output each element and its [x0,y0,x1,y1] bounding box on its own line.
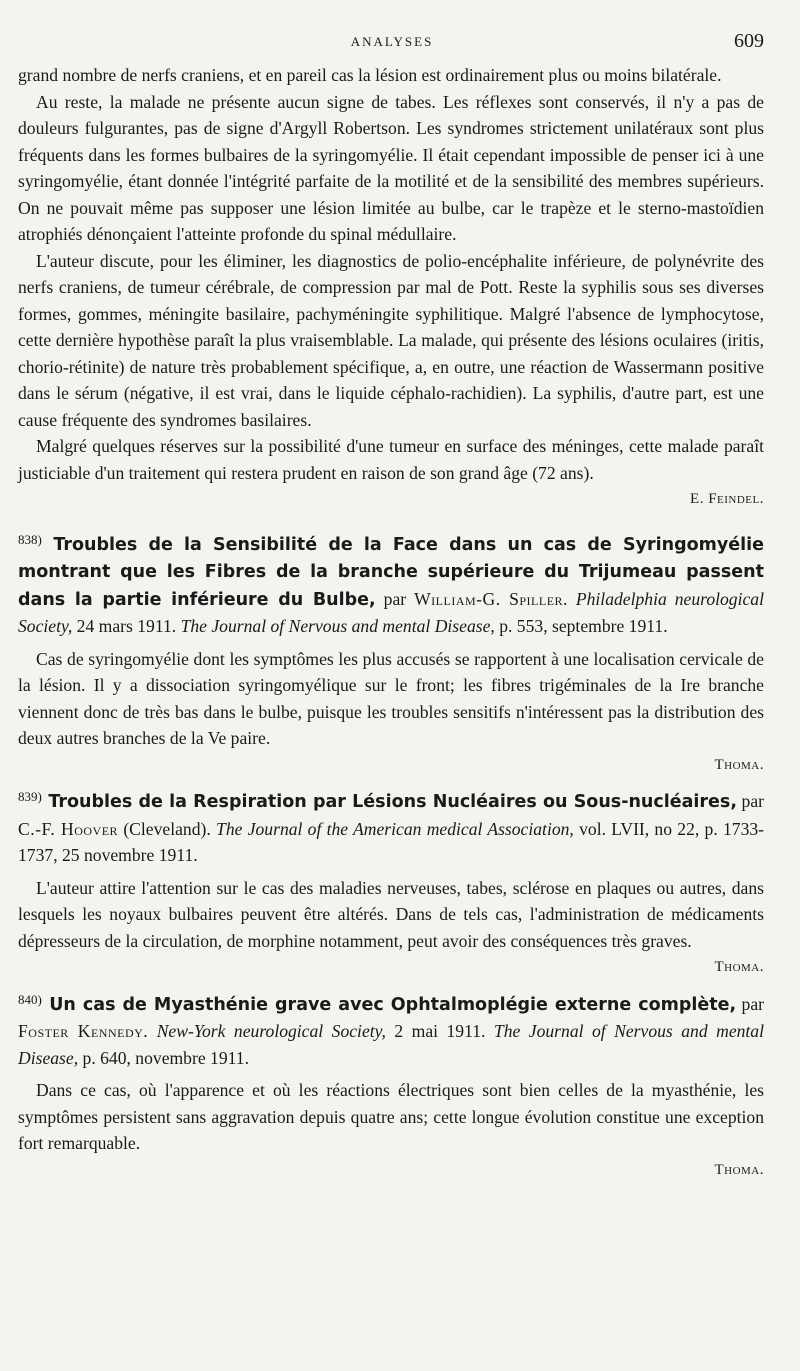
signature: Thoma. [714,959,764,975]
entry-author: William-G. Spiller. [414,588,568,609]
entry-title: Troubles de la Sensibilité de la Face dans un cas de Syringomyélie montrant que les Fibres de la branche supérieure du Trijumeau passent dans la partie inférieure du Bulbe, [18,534,764,610]
entry-by: par [741,993,764,1014]
entry-text: L'auteur attire l'attention sur le cas des maladies nerveuses, tabes, sclérose en plaques ou autres, dans lesquels les noyaux bulbaires peuvent être altérés. Dans de tels cas, l'administration de médicaments dépresseurs de la circulation, de morphine notamment, peut avoir des conséquences très graves. [18,877,764,951]
entry-title: Un cas de Myasthénie grave avec Ophtalmoplégie externe complète, [49,994,737,1015]
entry-author: Foster Kennedy. [18,1021,149,1041]
entry-heading [18,527,764,640]
abstract-entry [18,527,764,779]
entry-journal: The Journal of the American medical Association, [216,818,574,839]
page-body [18,62,764,1183]
signature: Thoma. [714,1161,764,1178]
entry-source: New-York neurological Society, [156,1021,386,1041]
abstract-entry [18,987,764,1184]
entry-pages: p. 640, novembre 1911. [82,1047,249,1068]
entry-number: 839) [18,789,42,804]
entry-journal: The Journal of Nervous and mental Disease, [18,1021,764,1068]
entry-heading [18,987,764,1072]
paragraph: L'auteur discute, pour les éliminer, les diagnostics de polio-encéphalite inférieure, de polynévrite des nerfs craniens, de tumeur cérébrale, de compression par mal de Pott. Reste la syphilis sous ses diverses formes, gommes, méningite basilaire, pachyméningite syphilitique. Malgré l'absence de lymphocytose, cette dernière hypothèse paraît la plus vraisemblable. La malade, qui présente des lésions oculaires (iritis, chorio-rétinite) de nature très probablement spécifique, a, en outre, une réaction de Wassermann positive dans le sérum (négative, il est vrai, dans le liquide céphalo-rachidien). La syphilis, d'autre part, est une cause fréquente des syndromes basilaires. [18,250,764,430]
signature: Thoma. [714,756,764,773]
paragraph: Au reste, la malade ne présente aucun signe de tabes. Les réflexes sont conservés, il n'y a pas de douleurs fulgurantes, pas de signe d'Argyll Robertson. Les syndromes strictement unilatéraux sont plus fréquents dans les formes bulbaires de la syringomyélie. Il était cependant impossible de penser ici à une syringomyélie, étant donnée l'intégrité parfaite de la motilité et de la sensibilité des membres supérieurs. On ne pouvait même pas supposer une lésion limitée au bulbe, car le trapèze et le sterno-mastoïdien atrophiés dénonçaient l'atteinte profonde du spinal médullaire. [18,91,764,244]
entry-number: 840) [18,991,42,1007]
page-number: 609 [734,30,764,52]
paragraph: grand nombre de nerfs craniens, et en pareil cas la lésion est ordinairement plus ou moins bilatérale. [18,65,722,85]
entry-text: Dans ce cas, où l'apparence et où les réactions électriques sont bien celles de la myasthénie, les symptômes persistent sans aggravation depuis quatre ans; cette longue évolution constitue une exception fort remarquable. [18,1080,764,1153]
entry-by: par [383,588,407,609]
entry-text: Cas de syringomyélie dont les symptômes les plus accusés se rapportent à une localisation cervicale de la lésion. Il y a dissociation syringomyélique sur le front; les fibres trigéminales de la Ire branche viennent donc de très bas dans le bulbe, puisque les troubles sensitifs n'intéressent pas la distribution des deux autres branches de la Ve paire. [18,648,764,748]
entry-date: 2 mai 1911. [394,1021,486,1041]
entry-author: C.-F. Hoover [18,818,119,839]
running-title: ANALYSES [350,34,434,49]
entry-number: 838) [18,531,42,547]
paragraph: Malgré quelques réserves sur la possibilité d'une tumeur en surface des méninges, cette malade paraît justiciable d'un traitement qui restera prudent en raison de son grand âge (72 ans). [18,436,764,483]
entry-date: 24 mars 1911. [76,616,177,636]
entry-source: Philadelphia neurological Society, [18,588,764,636]
entry-pages: p. 553, septembre 1911. [499,616,668,636]
entry-place: (Cleveland). [123,818,211,839]
entry-heading [18,784,764,869]
page-header [20,28,764,58]
entry-title: Troubles de la Respiration par Lésions Nucléaires ou Sous-nucléaires, [48,792,737,812]
entry-journal: The Journal of Nervous and mental Disease, [180,616,495,636]
signature: E. Feindel. [690,491,764,507]
entry-pages: vol. LVII, no 22, p. 1733-1737, 25 novembre 1911. [18,818,765,865]
abstract-entry [18,784,764,981]
entry-by: par [741,791,764,811]
